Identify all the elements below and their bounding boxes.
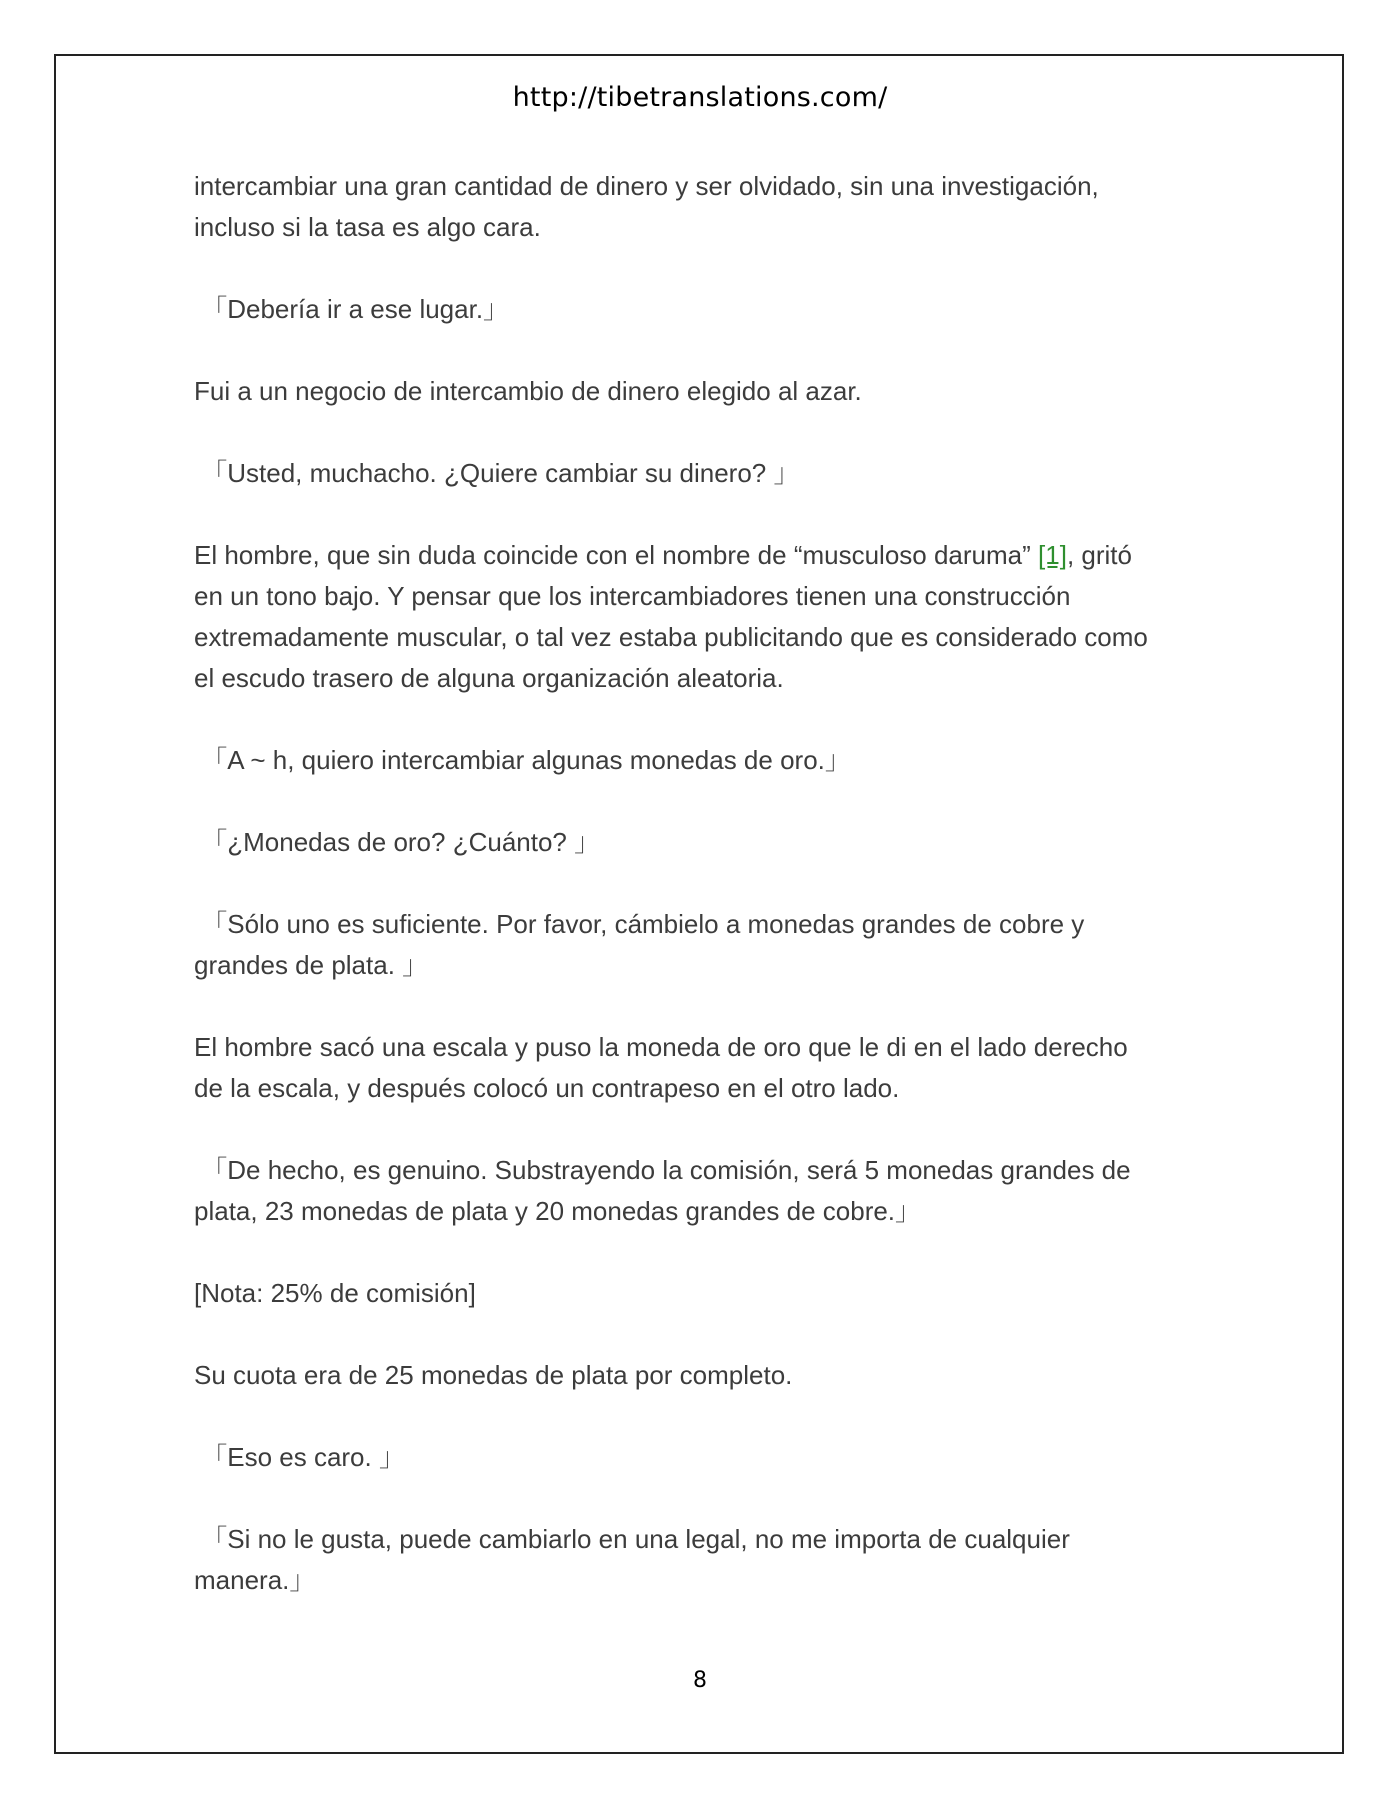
header-url: http://tibetranslations.com/: [512, 82, 888, 113]
paragraph-8: 「Sólo uno es suficiente. Por favor, cámbielo a monedas grandes de cobre y grandes de plata. 」: [194, 909, 1085, 980]
paragraph-5-text-before: El hombre, que sin duda coincide con el nombre de “musculoso daruma”: [194, 540, 1039, 570]
document-body: [194, 166, 1234, 1642]
paragraph-5-text-after: , gritó en un tono bajo. Y pensar que los intercambiadores tienen una construcción extremadamente muscular, o tal vez estaba publicitando que es considerado como el escudo trasero de alguna organización aleatoria.: [194, 540, 1148, 693]
paragraph-1: intercambiar una gran cantidad de dinero y ser olvidado, sin una investigación, incluso si la tasa es algo cara.: [194, 171, 1099, 242]
paragraph-14: 「Si no le gusta, puede cambiarlo en una legal, no me importa de cualquier manera.」: [194, 1524, 1070, 1595]
paragraph-2: 「Debería ir a ese lugar.」: [194, 294, 510, 324]
paragraph-13: 「Eso es caro. 」: [194, 1442, 405, 1472]
paragraph-4: 「Usted, muchacho. ¿Quiere cambiar su dinero? 」: [194, 458, 800, 488]
paragraph-6: 「A ~ h, quiero intercambiar algunas monedas de oro.」: [194, 745, 851, 775]
footnote-link-1[interactable]: [1]: [1038, 540, 1067, 570]
paragraph-11: [Nota: 25% de comisión]: [194, 1278, 476, 1308]
paragraph-5: [194, 535, 1234, 699]
paragraph-9: El hombre sacó una escala y puso la moneda de oro que le di en el lado derecho de la escala, y después colocó un contrapeso en el otro lado.: [194, 1032, 1128, 1103]
paragraph-7: 「¿Monedas de oro? ¿Cuánto? 」: [194, 827, 601, 857]
paragraph-12: Su cuota era de 25 monedas de plata por completo.: [194, 1360, 793, 1390]
paragraph-3: Fui a un negocio de intercambio de dinero elegido al azar.: [194, 376, 862, 406]
page-number: 8: [693, 1668, 707, 1693]
paragraph-10: 「De hecho, es genuino. Substrayendo la comisión, será 5 monedas grandes de plata, 23 monedas de plata y 20 monedas grandes de cobre.」: [194, 1155, 1131, 1226]
